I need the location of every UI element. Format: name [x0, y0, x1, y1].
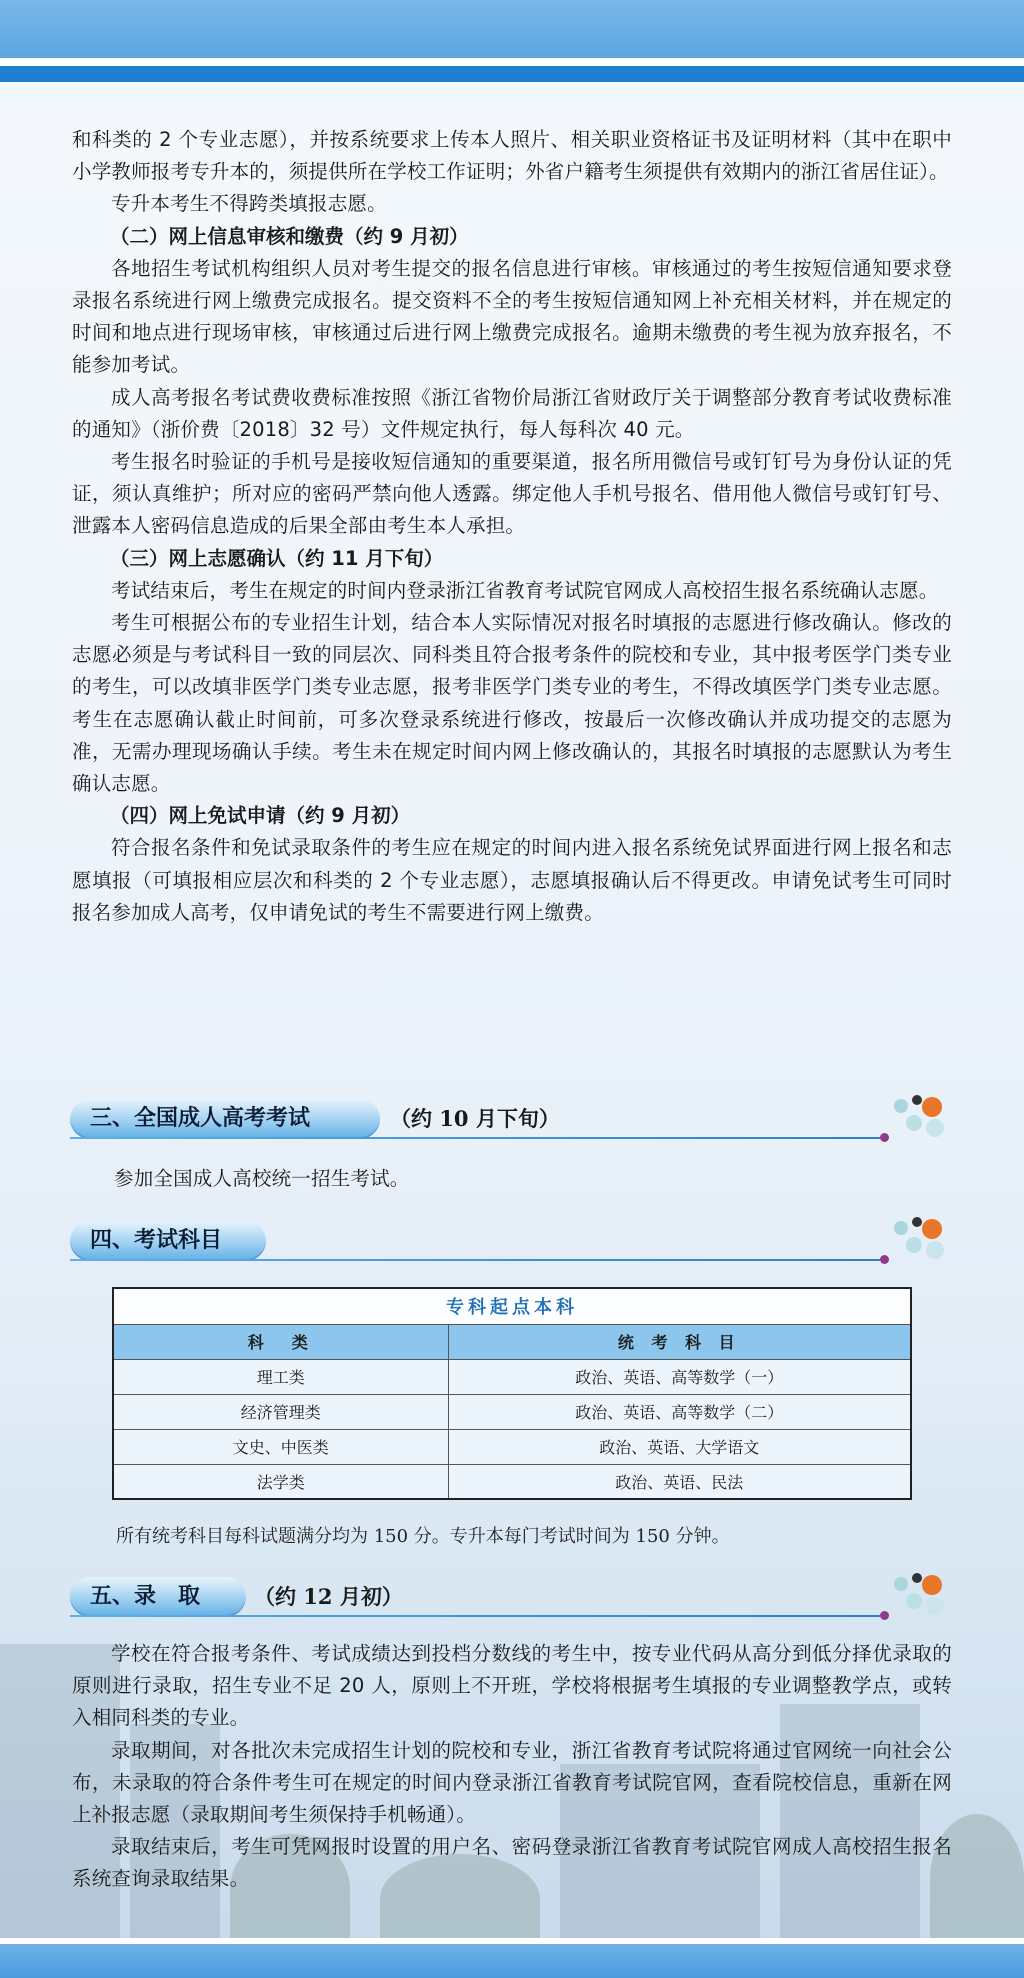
s4-paragraph-1: 符合报名条件和免试录取条件的考生应在规定的时间内进入报名系统免试界面进行网上报名和志愿填报（可填报相应层次和科类的 2 个专业志愿），志愿填报确认后不得更改。申请免试考生可同时报名参加成人高考，仅申请免试的考生不需要进行网上缴费。	[72, 836, 952, 924]
table-row	[113, 1429, 911, 1464]
section-3-rule	[70, 1137, 880, 1139]
section-5-title: 五、录 取	[70, 1577, 246, 1617]
bottom-banner	[0, 1944, 1024, 1978]
table-header-row	[113, 1324, 911, 1359]
intro-paragraph: 和科类的 2 个专业志愿），并按系统要求上传本人照片、相关职业资格证书及证明材料（其中在职中小学教师报考专升本的，须提供所在学校工作证明；外省户籍考生须提供有效期内的浙江省居住证）。	[72, 128, 952, 184]
decorative-dots-icon	[892, 1093, 956, 1141]
rule-end-dot	[880, 1255, 889, 1264]
s2-paragraph-1: 各地招生考试机构组织人员对考生提交的报名信息进行审核。审核通过的考生按短信通知要求登录报名系统进行网上缴费完成报名。提交资料不全的考生按短信通知网上补充相关材料，并在规定的时间和地点进行现场审核，审核通过后进行网上缴费完成报名。逾期未缴费的考生视为放弃报名，不能参加考试。	[72, 256, 952, 377]
rule-end-dot	[880, 1133, 889, 1142]
table-cell-category: 经济管理类	[113, 1394, 448, 1429]
top-stripe	[0, 66, 1024, 82]
intro-block	[72, 124, 952, 929]
section-3-body	[114, 1163, 994, 1195]
table-cell-subjects: 政治、英语、高等数学（二）	[448, 1394, 911, 1429]
subsection-title-2: （二）网上信息审核和缴费（约 9 月初）	[110, 224, 469, 248]
table-cell-category: 文史、中医类	[113, 1429, 448, 1464]
s3-paragraph-2: 考生可根据公布的专业招生计划，结合本人实际情况对报名时填报的志愿进行修改确认。修改的志愿必须是与考试科目一致的同层次、同科类且符合报考条件的院校和专业，其中报考医学门类专业的考生，可以改填非医学门类专业志愿，报考非医学门类专业的考生，不得改填医学门类专业志愿。考生在志愿确认截止时间前，可多次登录系统进行修改，按最后一次修改确认并成功提交的志愿为准，无需办理现场确认手续。考生未在规定时间内网上修改确认的，其报名时填报的志愿默认为考生确认志愿。	[72, 611, 952, 796]
s3-paragraph-1: 考试结束后，考生在规定的时间内登录浙江省教育考试院官网成人高校招生报名系统确认志愿。	[111, 578, 939, 602]
exam-footnote: 所有统考科目每科试题满分均为 150 分。专升本每门考试时间为 150 分钟。	[116, 1526, 730, 1547]
table-cell-category: 理工类	[113, 1359, 448, 1394]
section-3-text: 参加全国成人高校统一招生考试。	[114, 1167, 410, 1190]
subsection-title-4: （四）网上免试申请（约 9 月初）	[110, 804, 411, 828]
table-row	[113, 1464, 911, 1499]
section-5-paragraph-3: 录取结束后，考生可凭网报时设置的用户名、密码登录浙江省教育考试院官网成人高校招生报名系统查询录取结果。	[72, 1835, 952, 1891]
section-5-rule	[70, 1615, 880, 1617]
subsection-title-3: （三）网上志愿确认（约 11 月下旬）	[110, 546, 444, 570]
table-cell-category: 法学类	[113, 1464, 448, 1499]
section-3-title: 三、全国成人高考考试	[70, 1099, 380, 1139]
table-cell-subjects: 政治、英语、民法	[448, 1464, 911, 1499]
table-cell-subjects: 政治、英语、大学语文	[448, 1429, 911, 1464]
exam-subjects-table	[112, 1287, 912, 1500]
rule-end-dot	[880, 1611, 889, 1620]
decorative-dots-icon	[892, 1571, 956, 1619]
section-3-date: （约 10 月下旬）	[390, 1106, 560, 1131]
section-3-header	[70, 1099, 954, 1139]
section-5-paragraph-1: 学校在符合报考条件、考试成绩达到投档分数线的考生中，按专业代码从高分到低分择优录取的原则进行录取，招生专业不足 20 人，原则上不开班，学校将根据考生填报的专业调整教学点，或转入相同科类的专业。	[72, 1642, 952, 1730]
top-banner	[0, 0, 1024, 58]
section-4-rule	[70, 1259, 880, 1261]
column-header-category: 科 类	[113, 1324, 448, 1359]
intro-note: 专升本考生不得跨类填报志愿。	[111, 192, 387, 216]
table-caption: 专科起点本科	[113, 1288, 911, 1324]
s2-paragraph-3: 考生报名时验证的手机号是接收短信通知的重要渠道，报名所用微信号或钉钉号为身份认证的凭证，须认真维护；所对应的密码严禁向他人透露。绑定他人手机号报名、借用他人微信号或钉钉号、泄露本人密码信息造成的后果全部由考生本人承担。	[72, 450, 952, 538]
table-row	[113, 1394, 911, 1429]
s2-paragraph-2: 成人高考报名考试费收费标准按照《浙江省物价局浙江省财政厅关于调整部分教育考试收费标准的通知》（浙价费〔2018〕32 号）文件规定执行，每人每科次 40 元。	[72, 385, 952, 441]
section-4-title: 四、考试科目	[70, 1221, 266, 1261]
table-caption-row	[113, 1288, 911, 1324]
section-5-paragraph-2: 录取期间，对各批次未完成招生计划的院校和专业，浙江省教育考试院将通过官网统一向社会公布，未录取的符合条件考生可在规定的时间内登录浙江省教育考试院官网，查看院校信息，重新在网上补报志愿（录取期间考生须保持手机畅通）。	[72, 1738, 952, 1827]
section-5-date: （约 12 月初）	[254, 1584, 403, 1609]
section-5-header	[70, 1577, 954, 1617]
top-divider	[0, 58, 1024, 66]
decorative-dots-icon	[892, 1215, 956, 1263]
table-cell-subjects: 政治、英语、高等数学（一）	[448, 1359, 911, 1394]
table-row	[113, 1359, 911, 1394]
section-4-header	[70, 1221, 954, 1261]
section-5-body	[72, 1638, 952, 1896]
column-header-subjects: 统 考 科 目	[448, 1324, 911, 1359]
